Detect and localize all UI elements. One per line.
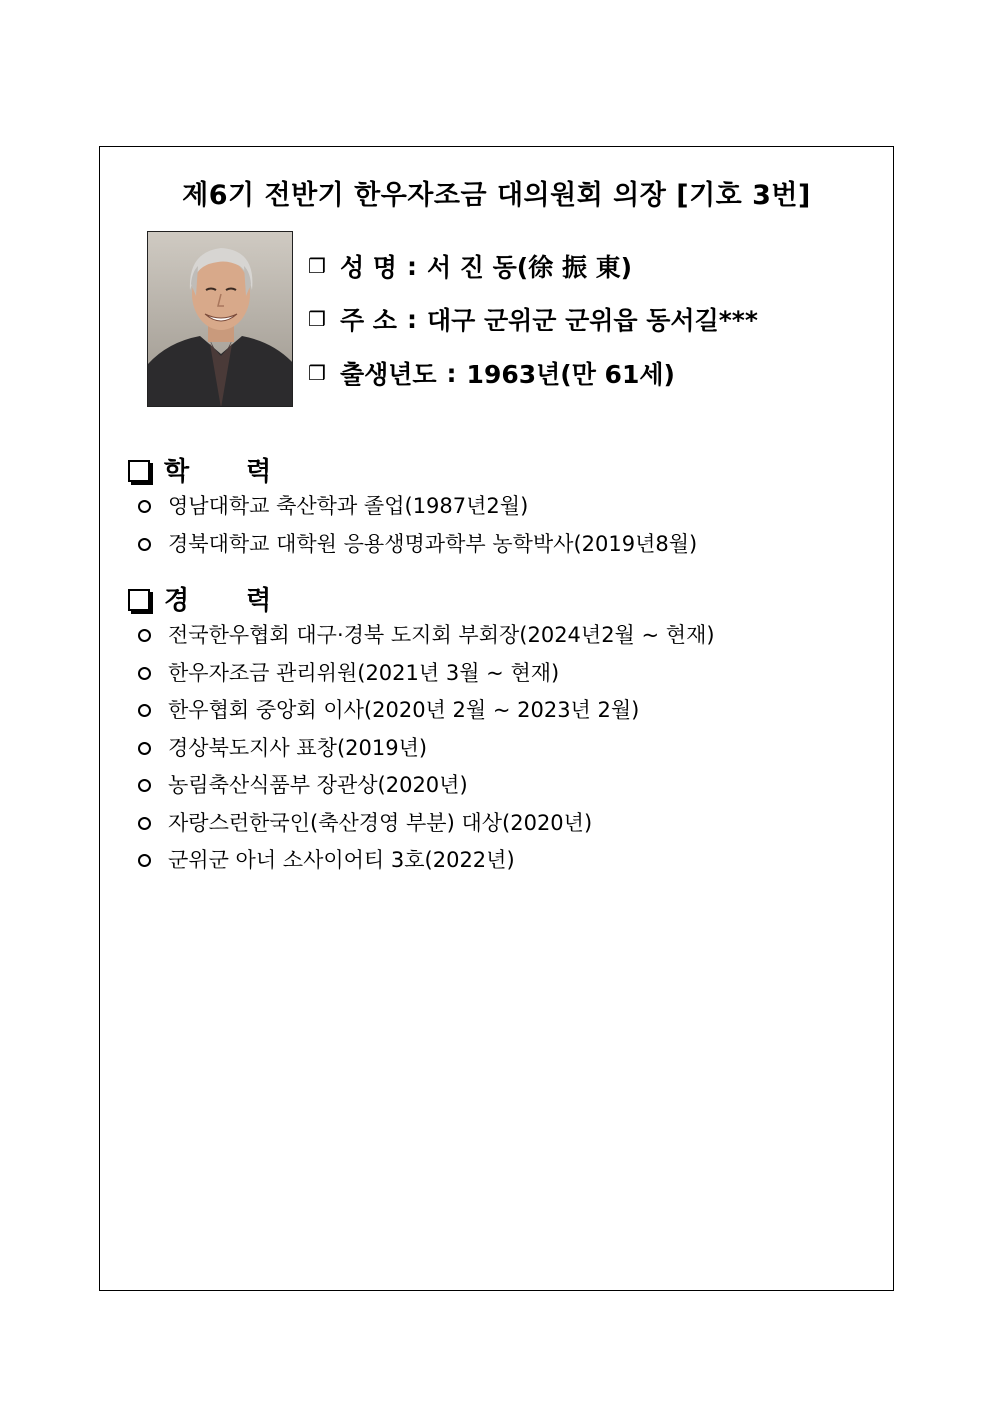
circle-bullet-icon xyxy=(138,667,151,680)
list-item: 군위군 아너 소사이어티 3호(2022년) xyxy=(138,842,715,880)
profile-card xyxy=(99,146,894,1291)
profile-label: 성 명 xyxy=(339,253,397,282)
circle-bullet-icon xyxy=(138,538,151,551)
career-list xyxy=(138,617,715,880)
circle-bullet-icon xyxy=(138,742,151,755)
circle-bullet-icon xyxy=(138,817,151,830)
list-item: 전국한우협회 대구·경북 도지회 부회장(2024년2월 ~ 현재) xyxy=(138,617,715,655)
profile-row-address xyxy=(308,301,758,337)
list-item: 농림축산식품부 장관상(2020년) xyxy=(138,767,715,805)
profile-row-birth-year xyxy=(308,355,675,391)
profile-label: 주 소 xyxy=(339,306,397,335)
checkbox-square-icon: ❒ xyxy=(308,307,326,331)
list-item: 자랑스런한국인(축산경영 부분) 대상(2020년) xyxy=(138,805,715,843)
list-item: 경북대학교 대학원 응용생명과학부 농학박사(2019년8월) xyxy=(138,526,697,564)
section-box-icon xyxy=(128,589,150,611)
colon-separator: : xyxy=(446,358,457,388)
profile-value: 서 진 동(徐 振 東) xyxy=(426,253,633,282)
list-item: 영남대학교 축산학과 졸업(1987년2월) xyxy=(138,488,697,526)
profile-row-name xyxy=(308,248,632,284)
section-box-icon xyxy=(128,460,150,482)
circle-bullet-icon xyxy=(138,629,151,642)
profile-value: 대구 군위군 군위읍 동서길*** xyxy=(426,306,758,335)
colon-separator: : xyxy=(406,304,417,334)
page-title: 제6기 전반기 한우자조금 대의원회 의장 [기호 3번] xyxy=(182,180,811,211)
list-item: 경상북도지사 표창(2019년) xyxy=(138,730,715,768)
education-list xyxy=(138,488,697,563)
list-item: 한우자조금 관리위원(2021년 3월 ~ 현재) xyxy=(138,655,715,693)
candidate-photo xyxy=(147,231,293,407)
checkbox-square-icon: ❒ xyxy=(308,254,326,278)
circle-bullet-icon xyxy=(138,500,151,513)
education-heading: 학 력 xyxy=(128,451,295,488)
profile-label: 출생년도 xyxy=(339,360,437,389)
colon-separator: : xyxy=(406,251,417,281)
career-heading: 경 력 xyxy=(128,580,295,617)
checkbox-square-icon: ❒ xyxy=(308,361,326,385)
list-item: 한우협회 중앙회 이사(2020년 2월 ~ 2023년 2월) xyxy=(138,692,715,730)
profile-value: 1963년(만 61세) xyxy=(466,360,675,389)
person-portrait-icon xyxy=(148,232,293,407)
circle-bullet-icon xyxy=(138,704,151,717)
circle-bullet-icon xyxy=(138,854,151,867)
circle-bullet-icon xyxy=(138,779,151,792)
